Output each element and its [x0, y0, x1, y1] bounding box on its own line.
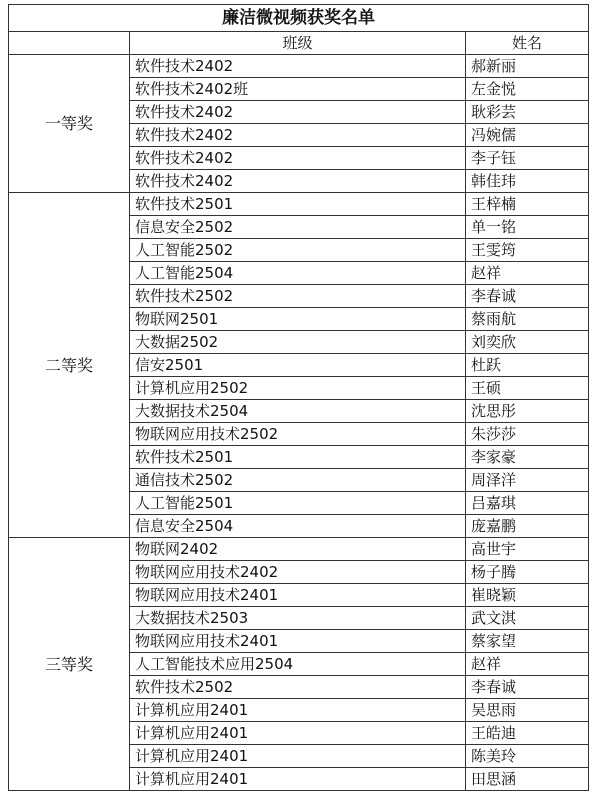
- class-cell: 软件技术2402: [130, 170, 466, 193]
- header-row: [9, 32, 589, 55]
- class-cell: 信息安全2504: [130, 515, 466, 538]
- class-cell: 物联网应用技术2401: [130, 584, 466, 607]
- class-cell: 大数据技术2504: [130, 400, 466, 423]
- class-cell: 软件技术2402: [130, 101, 466, 124]
- name-cell: 郝新丽: [466, 55, 589, 78]
- name-cell: 周泽洋: [466, 469, 589, 492]
- page-title: 廉洁微视频获奖名单: [9, 5, 589, 32]
- class-cell: 软件技术2501: [130, 446, 466, 469]
- name-cell: 李家豪: [466, 446, 589, 469]
- name-cell: 朱莎莎: [466, 423, 589, 446]
- name-cell: 韩佳玮: [466, 170, 589, 193]
- name-cell: 吴思雨: [466, 699, 589, 722]
- class-cell: 计算机应用2401: [130, 722, 466, 745]
- name-cell: 刘奕欣: [466, 331, 589, 354]
- class-cell: 计算机应用2401: [130, 699, 466, 722]
- class-cell: 软件技术2402班: [130, 78, 466, 101]
- class-cell: 软件技术2501: [130, 193, 466, 216]
- table-row: [9, 538, 589, 561]
- class-cell: 软件技术2502: [130, 285, 466, 308]
- class-cell: 人工智能2504: [130, 262, 466, 285]
- header-name: 姓名: [466, 32, 589, 55]
- name-cell: 田思涵: [466, 768, 589, 791]
- name-cell: 陈美玲: [466, 745, 589, 768]
- prize-level-cell: 一等奖: [9, 55, 130, 193]
- table-row: [9, 55, 589, 78]
- name-cell: 李子钰: [466, 147, 589, 170]
- class-cell: 软件技术2502: [130, 676, 466, 699]
- name-cell: 崔晓颖: [466, 584, 589, 607]
- name-cell: 冯婉儒: [466, 124, 589, 147]
- name-cell: 蔡家望: [466, 630, 589, 653]
- award-list-sheet: [8, 4, 588, 791]
- class-cell: 物联网应用技术2502: [130, 423, 466, 446]
- class-cell: 软件技术2402: [130, 124, 466, 147]
- class-cell: 物联网2501: [130, 308, 466, 331]
- name-cell: 武文淇: [466, 607, 589, 630]
- header-class: 班级: [130, 32, 466, 55]
- name-cell: 李春诚: [466, 676, 589, 699]
- class-cell: 人工智能2502: [130, 239, 466, 262]
- class-cell: 软件技术2402: [130, 147, 466, 170]
- award-table: [8, 4, 589, 791]
- name-cell: 赵祥: [466, 262, 589, 285]
- name-cell: 王硕: [466, 377, 589, 400]
- class-cell: 计算机应用2502: [130, 377, 466, 400]
- class-cell: 信息安全2502: [130, 216, 466, 239]
- name-cell: 杨子腾: [466, 561, 589, 584]
- name-cell: 左金悦: [466, 78, 589, 101]
- name-cell: 沈思彤: [466, 400, 589, 423]
- class-cell: 大数据2502: [130, 331, 466, 354]
- class-cell: 大数据技术2503: [130, 607, 466, 630]
- prize-level-cell: 三等奖: [9, 538, 130, 791]
- class-cell: 物联网2402: [130, 538, 466, 561]
- name-cell: 吕嘉琪: [466, 492, 589, 515]
- name-cell: 单一铭: [466, 216, 589, 239]
- class-cell: 软件技术2402: [130, 55, 466, 78]
- name-cell: 王梓楠: [466, 193, 589, 216]
- name-cell: 蔡雨航: [466, 308, 589, 331]
- class-cell: 人工智能技术应用2504: [130, 653, 466, 676]
- name-cell: 耿彩芸: [466, 101, 589, 124]
- name-cell: 杜跃: [466, 354, 589, 377]
- name-cell: 王雯筠: [466, 239, 589, 262]
- class-cell: 物联网应用技术2401: [130, 630, 466, 653]
- class-cell: 信安2501: [130, 354, 466, 377]
- class-cell: 物联网应用技术2402: [130, 561, 466, 584]
- class-cell: 通信技术2502: [130, 469, 466, 492]
- header-prize: [9, 32, 130, 55]
- name-cell: 王皓迪: [466, 722, 589, 745]
- class-cell: 计算机应用2401: [130, 768, 466, 791]
- title-row: [9, 5, 589, 32]
- name-cell: 李春诚: [466, 285, 589, 308]
- class-cell: 人工智能2501: [130, 492, 466, 515]
- name-cell: 高世宇: [466, 538, 589, 561]
- name-cell: 庞嘉鹏: [466, 515, 589, 538]
- class-cell: 计算机应用2401: [130, 745, 466, 768]
- name-cell: 赵祥: [466, 653, 589, 676]
- table-row: [9, 193, 589, 216]
- prize-level-cell: 二等奖: [9, 193, 130, 538]
